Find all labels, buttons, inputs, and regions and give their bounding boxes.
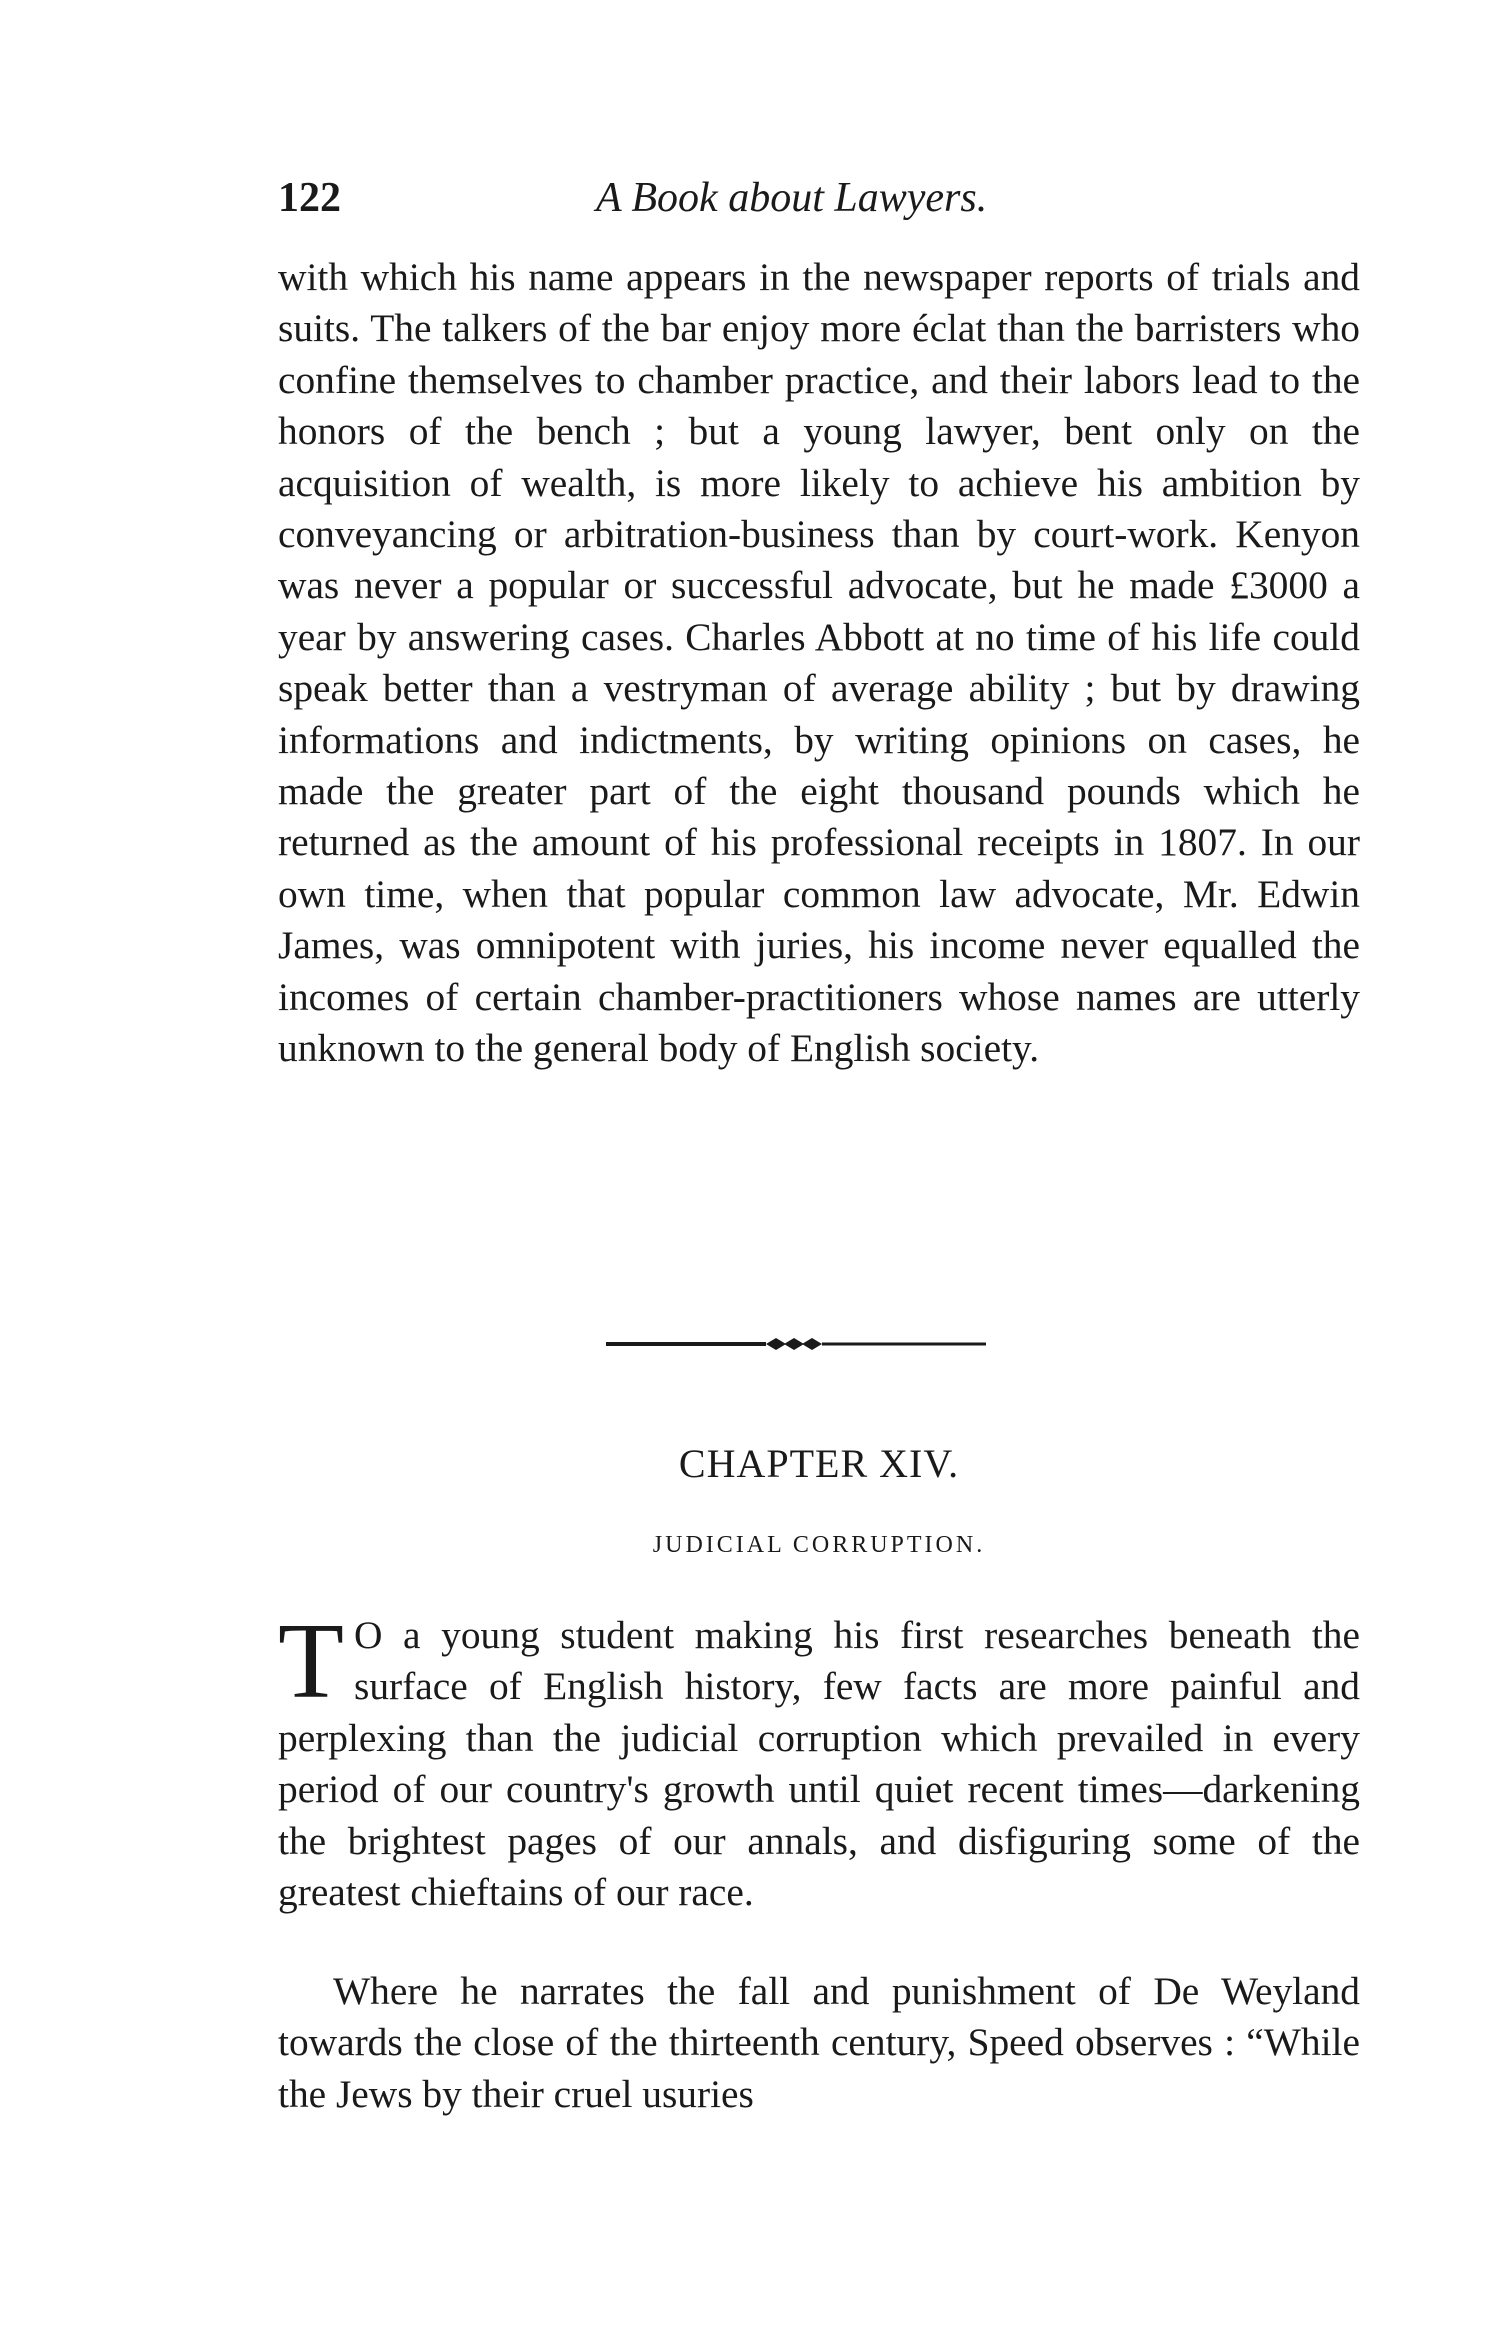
paragraph-continued: with which his name appears in the newspaper reports of trials and suits. The talkers of the bar enjoy more éclat than the barristers who confine themselves to chamber practice, and their labors lead to the honors of the bench ; but a young lawyer, bent only on the acquisition of wealth, is more likely to achieve his ambition by conveyancing or arbitration-business than by court-work. Kenyon was never a popular or successful advocate, but he made £3000 a year by answering cases. Charles Abbott at no time of his life could speak better than a vestryman of average ability ; but by drawing informations and indictments, by writing opinions on cases, he made the greater part of the eight thousand pounds which he returned as the amount of his professional receipts in 1807. In our own time, when that popular common law advocate, Mr. Edwin James, was omnipotent with juries, his income never equalled the incomes of certain chamber-practitioners whose names are utterly unknown to the general body of English society. [278,255,1360,1071]
opening-paragraph-text: O a young student making his first researches beneath the surface of English history, few facts are more painful and perplexing than the judicial corruption which prevailed in every period of our country's growth until quiet recent times—darkening the brightest pages of our annals, and disfiguring some of the greatest chieftains of our race. [278,1613,1360,1915]
chapter-subtitle: JUDICIAL CORRUPTION. [652,1532,986,1558]
page-header [278,168,1360,228]
paragraph: Where he narrates the fall and punishment of De Weyland towards the close of the thirteenth century, Speed observes : “While the Jews by their cruel usuries [278,1969,1360,2116]
chapter-title: CHAPTER XIV. [678,1441,960,1486]
section-divider-ornament [606,1335,986,1353]
drop-cap: T [278,1602,344,1721]
chapter-opening-paragraph [278,1602,1360,1918]
page-number: 122 [278,175,341,221]
running-title: A Book about Lawyers. [596,175,988,221]
